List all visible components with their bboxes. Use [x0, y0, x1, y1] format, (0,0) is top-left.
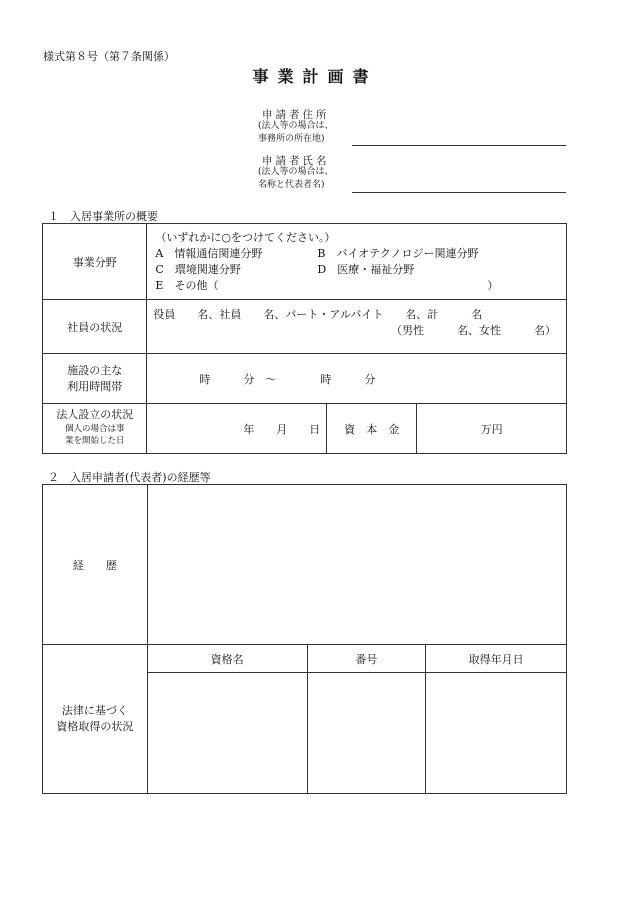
- qualification-number-field[interactable]: [307, 673, 426, 794]
- staff-line2: （男性 名、女性 名）: [391, 324, 556, 337]
- address-label: 申請者住所: [262, 109, 330, 121]
- page-title: 事業計画書: [252, 67, 378, 86]
- name-note: [258, 166, 334, 192]
- option-b[interactable]: B バイオテクノロジー関連分野: [317, 246, 479, 260]
- name-field[interactable]: [352, 192, 566, 193]
- option-e[interactable]: E その他（: [155, 278, 219, 292]
- staff-label: 社員の状況: [43, 300, 147, 354]
- option-c[interactable]: C 環境関連分野: [155, 262, 241, 276]
- col-qualification-name: 資格名: [147, 645, 307, 673]
- qualification-label-line1: 法律に基づく: [61, 704, 128, 717]
- option-d[interactable]: D 医療・福祉分野: [317, 262, 415, 276]
- staff-line1: 役員 名、社員 名、パート・アルバイト 名、計 名: [153, 308, 483, 321]
- established-note-line2: 業を開始した日: [64, 436, 125, 446]
- address-note-line1: (法人等の場合は、: [258, 121, 334, 131]
- qualification-name-field[interactable]: [147, 673, 307, 794]
- hours-label: [43, 354, 147, 404]
- name-note-line2: 名称と代表者名): [258, 180, 325, 190]
- section2-heading: ２ 入居申請者(代表者)の経歴等: [48, 471, 211, 484]
- hours-label-line1: 施設の主な: [67, 363, 123, 377]
- established-date[interactable]: 年 月 日: [147, 404, 327, 454]
- option-e-close: ）: [487, 278, 499, 292]
- business-field-cell[interactable]: [147, 224, 567, 300]
- col-acquired-date: 取得年月日: [426, 645, 567, 673]
- name-label: 申請者氏名: [262, 155, 330, 167]
- address-note-line2: 事務所の所在地): [258, 134, 325, 144]
- col-number: 番号: [307, 645, 426, 673]
- name-note-line1: (法人等の場合は、: [258, 167, 334, 177]
- option-a[interactable]: A 情報通信関連分野: [155, 246, 263, 260]
- capital-value[interactable]: 万円: [417, 404, 567, 454]
- qualification-label-line2: 資格取得の状況: [56, 720, 134, 733]
- section1-heading: １ 入居事業所の概要: [48, 210, 158, 223]
- career-table: [42, 484, 567, 794]
- qualification-label: [43, 645, 148, 794]
- business-overview-table: [42, 223, 567, 454]
- career-field[interactable]: [147, 485, 566, 645]
- business-field-instruction: （いずれかに○をつけてください。）: [155, 230, 336, 244]
- hours-label-line2: 利用時間帯: [67, 379, 123, 393]
- capital-label: 資 本 金: [327, 404, 417, 454]
- career-label: 経 歴: [43, 485, 148, 645]
- hours-value[interactable]: 時 分 ～ 時 分: [147, 354, 567, 404]
- established-note-line1: 個人の場合は事: [64, 424, 125, 434]
- address-note: [258, 120, 334, 146]
- qualification-date-field[interactable]: [426, 673, 567, 794]
- staff-cell[interactable]: [147, 300, 567, 354]
- established-label-main: 法人設立の状況: [56, 408, 134, 421]
- address-field[interactable]: [352, 145, 566, 146]
- business-field-label: 事業分野: [43, 224, 147, 300]
- form-number: 様式第８号（第７条関係）: [43, 50, 175, 63]
- established-label: [43, 404, 147, 454]
